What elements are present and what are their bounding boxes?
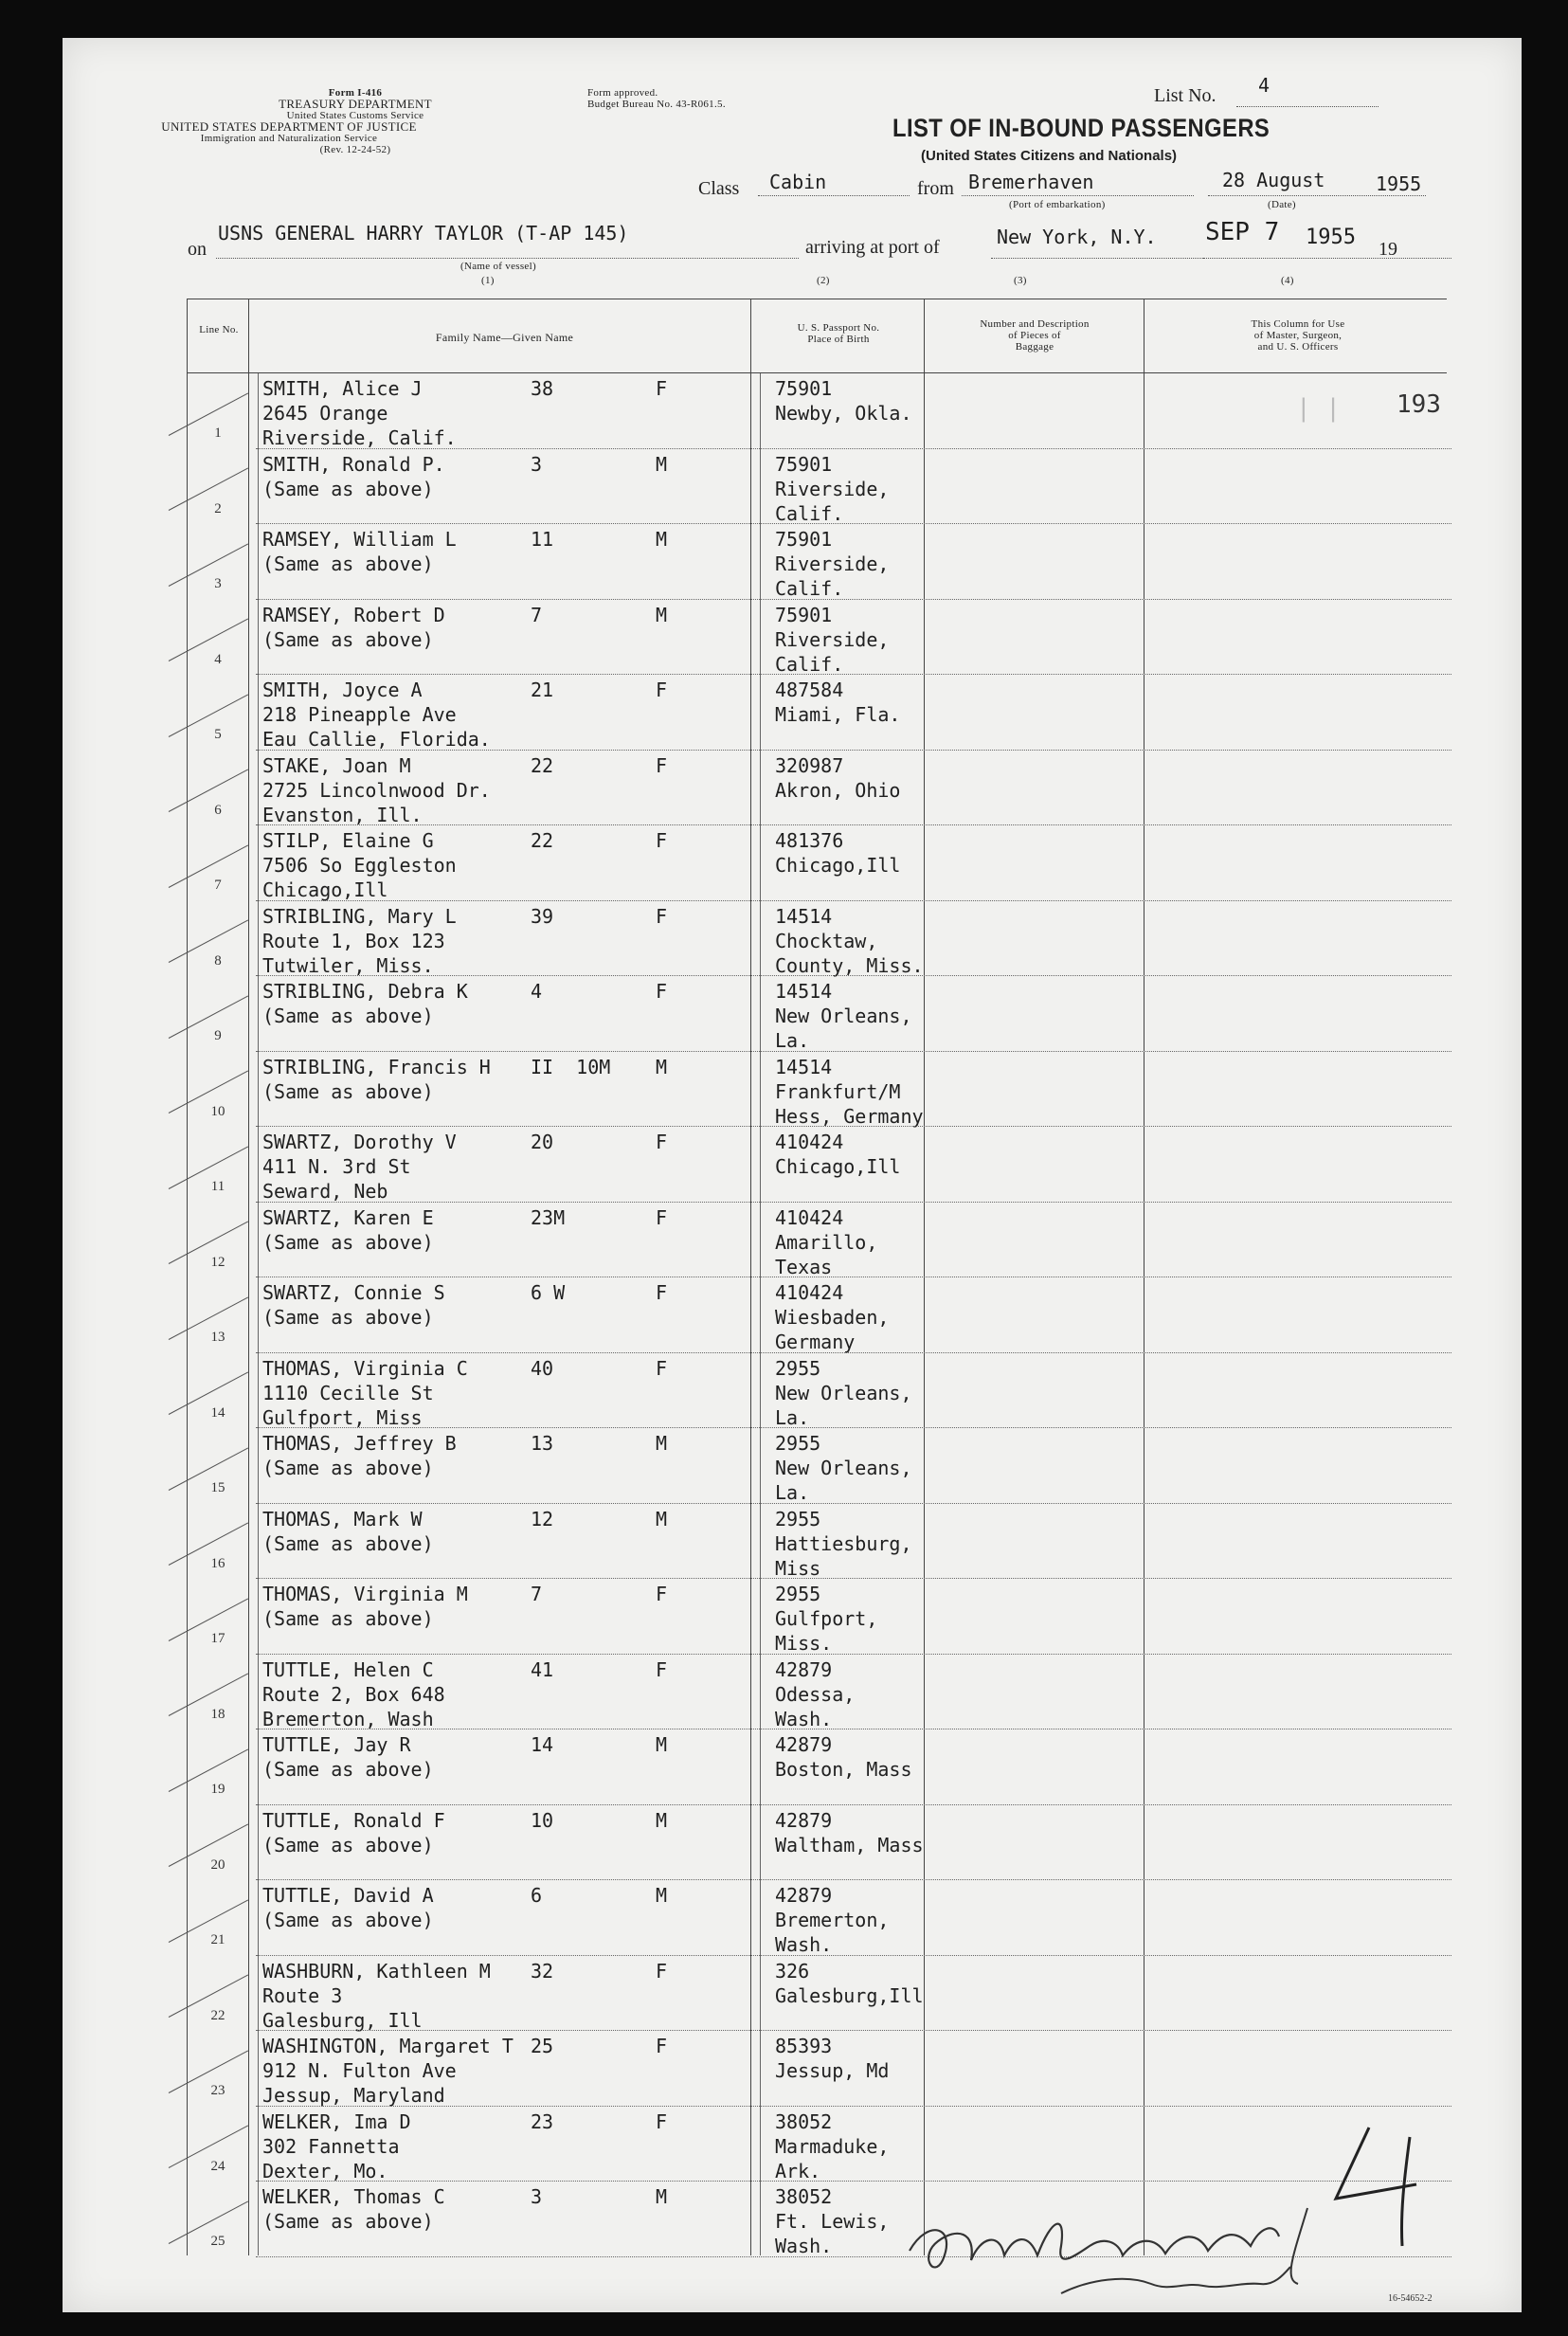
form-number: Form I-416 — [328, 87, 383, 99]
birthplace-2: Germany — [775, 1331, 856, 1353]
birthplace-1: New Orleans, — [775, 1457, 912, 1479]
birthplace-1: New Orleans, — [775, 1005, 912, 1027]
birthplace-1: Miami, Fla. — [775, 703, 901, 726]
passport-number: 42879 — [775, 1808, 833, 1832]
line-number: 9 — [214, 1028, 222, 1043]
passenger-address-1: 302 Fannetta — [262, 2134, 400, 2158]
passenger-age: 22 — [531, 753, 554, 777]
passenger-address-2: Seward, Neb — [262, 1180, 388, 1203]
passport-number: 85393 — [775, 2035, 833, 2057]
passenger-sex: M — [656, 1432, 668, 1455]
line-number: 11 — [210, 1179, 225, 1194]
passenger-address-1: (Same as above) — [262, 1909, 434, 1931]
passenger-address-1: (Same as above) — [262, 552, 434, 575]
line-number: 10 — [210, 1103, 225, 1119]
passport-number: 410424 — [775, 1205, 844, 1229]
passenger-address-1: (Same as above) — [262, 1306, 434, 1329]
line-number: 2 — [214, 500, 222, 516]
line-number: 20 — [210, 1856, 225, 1873]
passport-number: 2955 — [775, 1583, 821, 1605]
passenger-age: 21 — [531, 679, 554, 701]
passenger-address-2: Eau Callie, Florida. — [262, 728, 491, 751]
passenger-age: 3 — [531, 452, 543, 476]
passenger-address-1: 2645 Orange — [262, 402, 388, 425]
date-caption: (Date) — [1268, 199, 1296, 210]
table-row — [0, 372, 1568, 448]
officer-mark: 193 — [1397, 390, 1441, 419]
passenger-sex: F — [656, 980, 668, 1003]
birthplace-1: Boston, Mass — [775, 1758, 912, 1781]
passport-number: 38052 — [775, 2110, 833, 2133]
passport-number: 320987 — [775, 753, 844, 777]
page-number-text — [1374, 2170, 1379, 2181]
passenger-address-2: Jessup, Maryland — [262, 2084, 445, 2107]
table-row — [0, 1126, 1568, 1202]
passenger-sex: F — [656, 1657, 668, 1681]
birthplace-2: Calif. — [775, 501, 844, 525]
passenger-sex: F — [656, 1356, 668, 1380]
birthplace-1: Marmaduke, — [775, 2134, 890, 2158]
col-header-baggage — [927, 318, 1143, 353]
passenger-sex: M — [656, 1884, 668, 1907]
birthplace-1: Frankfurt/M — [775, 1079, 901, 1103]
passenger-address-2: Gulfport, Miss — [262, 1405, 423, 1429]
embarkation-underline — [962, 195, 1194, 196]
birthplace-1: Chicago,Ill — [775, 854, 901, 877]
table-row — [0, 599, 1568, 675]
line-number: 7 — [214, 878, 222, 893]
line-number: 4 — [214, 651, 222, 667]
arriving-label: arriving at port of — [805, 237, 940, 258]
list-no-label: List No. — [1154, 85, 1217, 106]
passenger-sex: F — [656, 1959, 668, 1983]
birthplace-1: Waltham, Mass — [775, 1833, 924, 1856]
passenger-address-1: (Same as above) — [262, 2210, 434, 2233]
passport-number: 38052 — [775, 2185, 833, 2208]
table-row — [0, 1051, 1568, 1127]
passenger-name: THOMAS, Virginia M — [262, 1583, 468, 1605]
embarkation-port: Bremerhaven — [968, 171, 1094, 193]
birthplace-2: Wash. — [775, 2235, 833, 2257]
footer-code: 16-54652-2 — [1388, 2293, 1433, 2304]
passenger-sex: F — [656, 829, 668, 852]
passport-number: 14514 — [775, 980, 833, 1003]
passenger-sex: M — [656, 603, 668, 626]
passport-number: 42879 — [775, 1733, 833, 1756]
col-header-passport-line2: Place of Birth — [807, 334, 870, 345]
passenger-age: 20 — [531, 1131, 554, 1153]
col-marker-1: (1) — [481, 275, 495, 286]
col-header-name: Family Name—Given Name — [435, 331, 574, 344]
passenger-age: II 10M — [531, 1055, 611, 1078]
birthplace-2: Miss. — [775, 1632, 833, 1655]
birthplace-2: Wash. — [775, 1933, 833, 1956]
passenger-sex: M — [656, 2185, 668, 2208]
passenger-name: THOMAS, Virginia C — [262, 1356, 468, 1380]
table-row — [0, 1879, 1568, 1955]
passenger-sex: M — [656, 1808, 668, 1832]
passenger-name: SMITH, Alice J — [262, 377, 423, 400]
officer-mark-faint: | | — [1296, 394, 1341, 423]
embarkation-year: 1955 — [1376, 172, 1422, 195]
passenger-address-1: (Same as above) — [262, 1531, 434, 1555]
arrival-port-underline — [991, 258, 1209, 259]
line-number: 24 — [210, 2158, 225, 2174]
table-row — [0, 1202, 1568, 1277]
line-number: 6 — [214, 802, 222, 818]
arrival-date: SEP 7 — [1205, 218, 1280, 246]
vessel-caption: (Name of vessel) — [460, 261, 536, 272]
table-row — [0, 1804, 1568, 1880]
passenger-age: 4 — [531, 980, 543, 1003]
passenger-age: 23M — [531, 1205, 566, 1229]
line-number: 8 — [214, 952, 222, 969]
passport-number: 326 — [775, 1959, 810, 1983]
passenger-name: RAMSEY, William L — [262, 528, 457, 551]
signature-title — [1090, 2265, 1143, 2282]
passenger-name: RAMSEY, Robert D — [262, 603, 445, 626]
passenger-address-1: (Same as above) — [262, 1758, 434, 1781]
birthplace-2: La. — [775, 1029, 810, 1052]
table-row — [0, 1352, 1568, 1428]
passenger-address-2: Bremerton, Wash — [262, 1707, 434, 1730]
passenger-sex: M — [656, 1733, 668, 1756]
passport-number: 75901 — [775, 452, 833, 476]
passenger-age: 32 — [531, 1959, 554, 1983]
passenger-sex: M — [656, 528, 668, 551]
passenger-address-2: Galesburg, Ill — [262, 2008, 423, 2032]
dept-immigration: Immigration and Naturalization Service — [200, 133, 378, 144]
passenger-name: SWARTZ, Dorothy V — [262, 1131, 457, 1153]
table-row — [0, 523, 1568, 599]
table-row — [0, 1427, 1568, 1503]
passport-number: 410424 — [775, 1131, 844, 1153]
passport-number: 14514 — [775, 1055, 833, 1078]
passenger-age: 23 — [531, 2110, 554, 2133]
passenger-address-1: (Same as above) — [262, 1457, 434, 1479]
passenger-name: SWARTZ, Connie S — [262, 1281, 445, 1304]
line-number: 22 — [210, 2007, 225, 2023]
table-row — [0, 824, 1568, 900]
birthplace-2: Texas — [775, 1255, 833, 1278]
passenger-age: 38 — [531, 377, 554, 400]
passenger-address-1: 218 Pineapple Ave — [262, 703, 457, 726]
passenger-address-1: Route 1, Box 123 — [262, 929, 445, 952]
passenger-sex: F — [656, 2035, 668, 2057]
table-row — [0, 1277, 1568, 1352]
arrival-date-underline — [1203, 258, 1451, 259]
birthplace-2: County, Miss. — [775, 953, 924, 977]
passport-number: 487584 — [775, 679, 844, 701]
passenger-age: 7 — [531, 1583, 543, 1605]
passenger-name: WASHBURN, Kathleen M — [262, 1959, 491, 1983]
embarkation-date: 28 August — [1222, 169, 1325, 191]
passenger-sex: F — [656, 2110, 668, 2133]
line-number: 15 — [210, 1480, 225, 1495]
passenger-address-1: (Same as above) — [262, 1079, 434, 1103]
line-number: 5 — [214, 727, 222, 742]
passenger-age: 10 — [531, 1808, 554, 1832]
passenger-name: THOMAS, Jeffrey B — [262, 1432, 457, 1455]
passenger-address-1: Route 2, Box 648 — [262, 1682, 445, 1706]
line-number: 1 — [214, 426, 222, 441]
list-no-underline — [1236, 106, 1379, 107]
passenger-sex: F — [656, 1131, 668, 1153]
vessel-underline — [216, 258, 799, 259]
passport-number: 481376 — [775, 829, 844, 852]
passenger-age: 41 — [531, 1657, 554, 1681]
col-header-officer-line2: of Master, Surgeon, — [1253, 330, 1343, 341]
birthplace-1: Odessa, — [775, 1682, 856, 1706]
passenger-address-1: 1110 Cecille St — [262, 1381, 434, 1404]
birthplace-1: Ft. Lewis, — [775, 2210, 890, 2233]
passport-number: 2955 — [775, 1356, 821, 1380]
birthplace-1: Riverside, — [775, 627, 890, 651]
passenger-address-1: (Same as above) — [262, 1833, 434, 1856]
arrival-year: 1955 — [1306, 226, 1356, 249]
birthplace-1: Chocktaw, — [775, 929, 878, 952]
line-number: 3 — [214, 576, 222, 591]
birthplace-1: New Orleans, — [775, 1381, 912, 1404]
passenger-name: TUTTLE, Jay R — [262, 1733, 411, 1756]
col-header-officer-line3: and U. S. Officers — [1257, 341, 1339, 353]
page-title: LIST OF IN-BOUND PASSENGERS — [892, 114, 1271, 142]
birthplace-1: Galesburg,Ill — [775, 1983, 924, 2007]
passenger-name: WASHINGTON, Margaret T — [262, 2035, 514, 2057]
passport-number: 42879 — [775, 1657, 833, 1681]
form-approval — [587, 87, 726, 110]
passenger-address-1: (Same as above) — [262, 1230, 434, 1254]
passenger-address-1: (Same as above) — [262, 1005, 434, 1027]
passenger-name: TUTTLE, Helen C — [262, 1657, 434, 1681]
line-number: 16 — [210, 1555, 225, 1571]
passenger-age: 12 — [531, 1507, 554, 1530]
passenger-name: WELKER, Ima D — [262, 2110, 411, 2133]
from-label: from — [917, 178, 954, 199]
passenger-name: THOMAS, Mark W — [262, 1507, 423, 1530]
passenger-age: 6 W — [531, 1281, 566, 1304]
birthplace-1: Newby, Okla. — [775, 402, 912, 425]
form-revision: (Rev. 12-24-52) — [319, 144, 391, 155]
col-header-passport — [753, 322, 924, 345]
passenger-age: 13 — [531, 1432, 554, 1455]
col-header-baggage-line1: Number and Description — [980, 318, 1090, 330]
line-number: 21 — [210, 1932, 225, 1947]
col-header-officer-line1: This Column for Use — [1251, 318, 1345, 330]
passenger-sex: F — [656, 904, 668, 928]
col-marker-4: (4) — [1281, 275, 1294, 286]
birthplace-1: Wiesbaden, — [775, 1306, 890, 1329]
line-number: 17 — [210, 1631, 225, 1646]
form-header-block — [161, 87, 531, 155]
passenger-sex: M — [656, 1507, 668, 1530]
passenger-age: 3 — [531, 2185, 543, 2208]
passenger-address-2: Evanston, Ill. — [262, 803, 423, 826]
birthplace-2: Calif. — [775, 652, 844, 676]
passenger-sex: F — [656, 753, 668, 777]
vessel-name: USNS GENERAL HARRY TAYLOR (T-AP 145) — [218, 222, 629, 244]
table-row — [0, 674, 1568, 750]
embarkation-caption: (Port of embarkation) — [1009, 199, 1106, 210]
passport-number: 2955 — [775, 1432, 821, 1455]
passport-number: 75901 — [775, 528, 833, 551]
birthplace-1: Hattiesburg, — [775, 1531, 912, 1555]
passenger-age: 14 — [531, 1733, 554, 1756]
passenger-name: TUTTLE, David A — [262, 1884, 434, 1907]
line-number: 12 — [210, 1254, 225, 1270]
passenger-age: 22 — [531, 829, 554, 852]
passenger-name: STRIBLING, Mary L — [262, 904, 457, 928]
birthplace-2: Calif. — [775, 577, 844, 600]
budget-line: Budget Bureau No. 43-R061.5. — [587, 99, 726, 110]
passenger-name: SMITH, Joyce A — [262, 679, 423, 701]
passenger-address-1: 411 N. 3rd St — [262, 1155, 411, 1178]
passenger-name: STRIBLING, Francis H — [262, 1055, 491, 1078]
birthplace-2: Miss — [775, 1556, 821, 1580]
passenger-age: 40 — [531, 1356, 554, 1380]
passenger-name: SWARTZ, Karen E — [262, 1205, 434, 1229]
line-number: 18 — [210, 1706, 225, 1722]
table-row — [0, 1955, 1568, 2031]
passenger-sex: F — [656, 1205, 668, 1229]
passenger-address-1: (Same as above) — [262, 1607, 434, 1630]
col-header-baggage-line3: Baggage — [1015, 341, 1054, 353]
passenger-address-1: (Same as above) — [262, 627, 434, 651]
table-row — [0, 1578, 1568, 1654]
passenger-sex: M — [656, 1055, 668, 1078]
arrival-port: New York, N.Y. — [997, 226, 1157, 248]
line-number: 23 — [210, 2083, 225, 2098]
col-header-passport-line1: U. S. Passport No. — [797, 322, 880, 334]
list-no-value: 4 — [1258, 74, 1271, 97]
line-number: 25 — [210, 2234, 225, 2249]
passenger-name: SMITH, Ronald P. — [262, 452, 445, 476]
passenger-age: 6 — [531, 1884, 543, 1907]
table-row — [0, 448, 1568, 524]
col-header-baggage-line2: of Pieces of — [1008, 330, 1061, 341]
approval-line: Form approved. — [587, 87, 658, 99]
birthplace-1: Gulfport, — [775, 1607, 878, 1630]
passenger-name: STAKE, Joan M — [262, 753, 411, 777]
dept-customs: United States Customs Service — [286, 110, 424, 121]
passport-number: 42879 — [775, 1884, 833, 1907]
birthplace-1: Riverside, — [775, 552, 890, 575]
col-header-line-no: Line No. — [199, 324, 239, 335]
passenger-name: TUTTLE, Ronald F — [262, 1808, 445, 1832]
passenger-address-1: 912 N. Fulton Ave — [262, 2059, 457, 2082]
birthplace-2: Ark. — [775, 2159, 821, 2182]
passenger-address-1: Route 3 — [262, 1983, 343, 2007]
table-row — [0, 1503, 1568, 1579]
table-row — [0, 2030, 1568, 2106]
dept-treasury: TREASURY DEPARTMENT — [279, 97, 432, 111]
birthplace-1: Jessup, Md — [775, 2059, 890, 2082]
birthplace-2: La. — [775, 1405, 810, 1429]
table-row — [0, 750, 1568, 825]
class-label: Class — [698, 178, 740, 199]
birthplace-2: Hess, Germany — [775, 1104, 924, 1128]
birthplace-2: Wash. — [775, 1707, 833, 1730]
birthplace-2: La. — [775, 1481, 810, 1504]
passenger-name: WELKER, Thomas C — [262, 2185, 445, 2208]
passenger-sex: M — [656, 452, 668, 476]
dept-justice: UNITED STATES DEPARTMENT OF JUSTICE — [161, 119, 417, 134]
col-marker-3: (3) — [1014, 275, 1027, 286]
class-underline — [758, 195, 910, 196]
passport-number: 75901 — [775, 377, 833, 400]
table-row — [0, 1729, 1568, 1804]
passenger-age: 11 — [531, 528, 554, 551]
passenger-address-2: Dexter, Mo. — [262, 2159, 388, 2182]
passenger-name: STILP, Elaine G — [262, 829, 434, 852]
page-subtitle: (United States Citizens and Nationals) — [921, 148, 1178, 164]
passenger-sex: F — [656, 679, 668, 701]
birthplace-1: Akron, Ohio — [775, 778, 901, 802]
passenger-address-1: 7506 So Eggleston — [262, 854, 457, 877]
birthplace-1: Chicago,Ill — [775, 1155, 901, 1178]
passenger-sex: F — [656, 377, 668, 400]
on-label: on — [188, 239, 207, 260]
passenger-address-2: Tutwiler, Miss. — [262, 953, 434, 977]
passport-number: 75901 — [775, 603, 833, 626]
table-row — [0, 1654, 1568, 1729]
col-header-officer — [1146, 318, 1450, 353]
passenger-address-2: Chicago,Ill — [262, 878, 388, 901]
passenger-name: STRIBLING, Debra K — [262, 980, 468, 1003]
passport-number: 410424 — [775, 1281, 844, 1304]
nineteen-label: 19 — [1379, 239, 1397, 260]
birthplace-1: Amarillo, — [775, 1230, 878, 1254]
signature-name — [910, 2189, 1016, 2206]
passport-number: 2955 — [775, 1507, 821, 1530]
passenger-sex: F — [656, 1281, 668, 1304]
passenger-age: 39 — [531, 904, 554, 928]
line-number: 19 — [210, 1782, 225, 1797]
birthplace-1: Bremerton, — [775, 1909, 890, 1931]
line-number: 14 — [210, 1404, 225, 1421]
passenger-address-1: 2725 Lincolnwood Dr. — [262, 778, 491, 802]
col-marker-2: (2) — [817, 275, 830, 286]
date-underline — [1208, 195, 1426, 196]
passport-number: 14514 — [775, 904, 833, 928]
table-row — [0, 975, 1568, 1051]
passenger-address-1: (Same as above) — [262, 477, 434, 500]
page-number-mark — [1326, 2123, 1431, 2255]
birthplace-1: Riverside, — [775, 477, 890, 500]
passenger-sex: F — [656, 1583, 668, 1605]
line-number: 13 — [210, 1330, 225, 1345]
class-value: Cabin — [769, 171, 827, 193]
passenger-address-2: Riverside, Calif. — [262, 426, 457, 449]
passenger-age: 7 — [531, 603, 543, 626]
passenger-age: 25 — [531, 2035, 554, 2057]
table-row — [0, 900, 1568, 976]
